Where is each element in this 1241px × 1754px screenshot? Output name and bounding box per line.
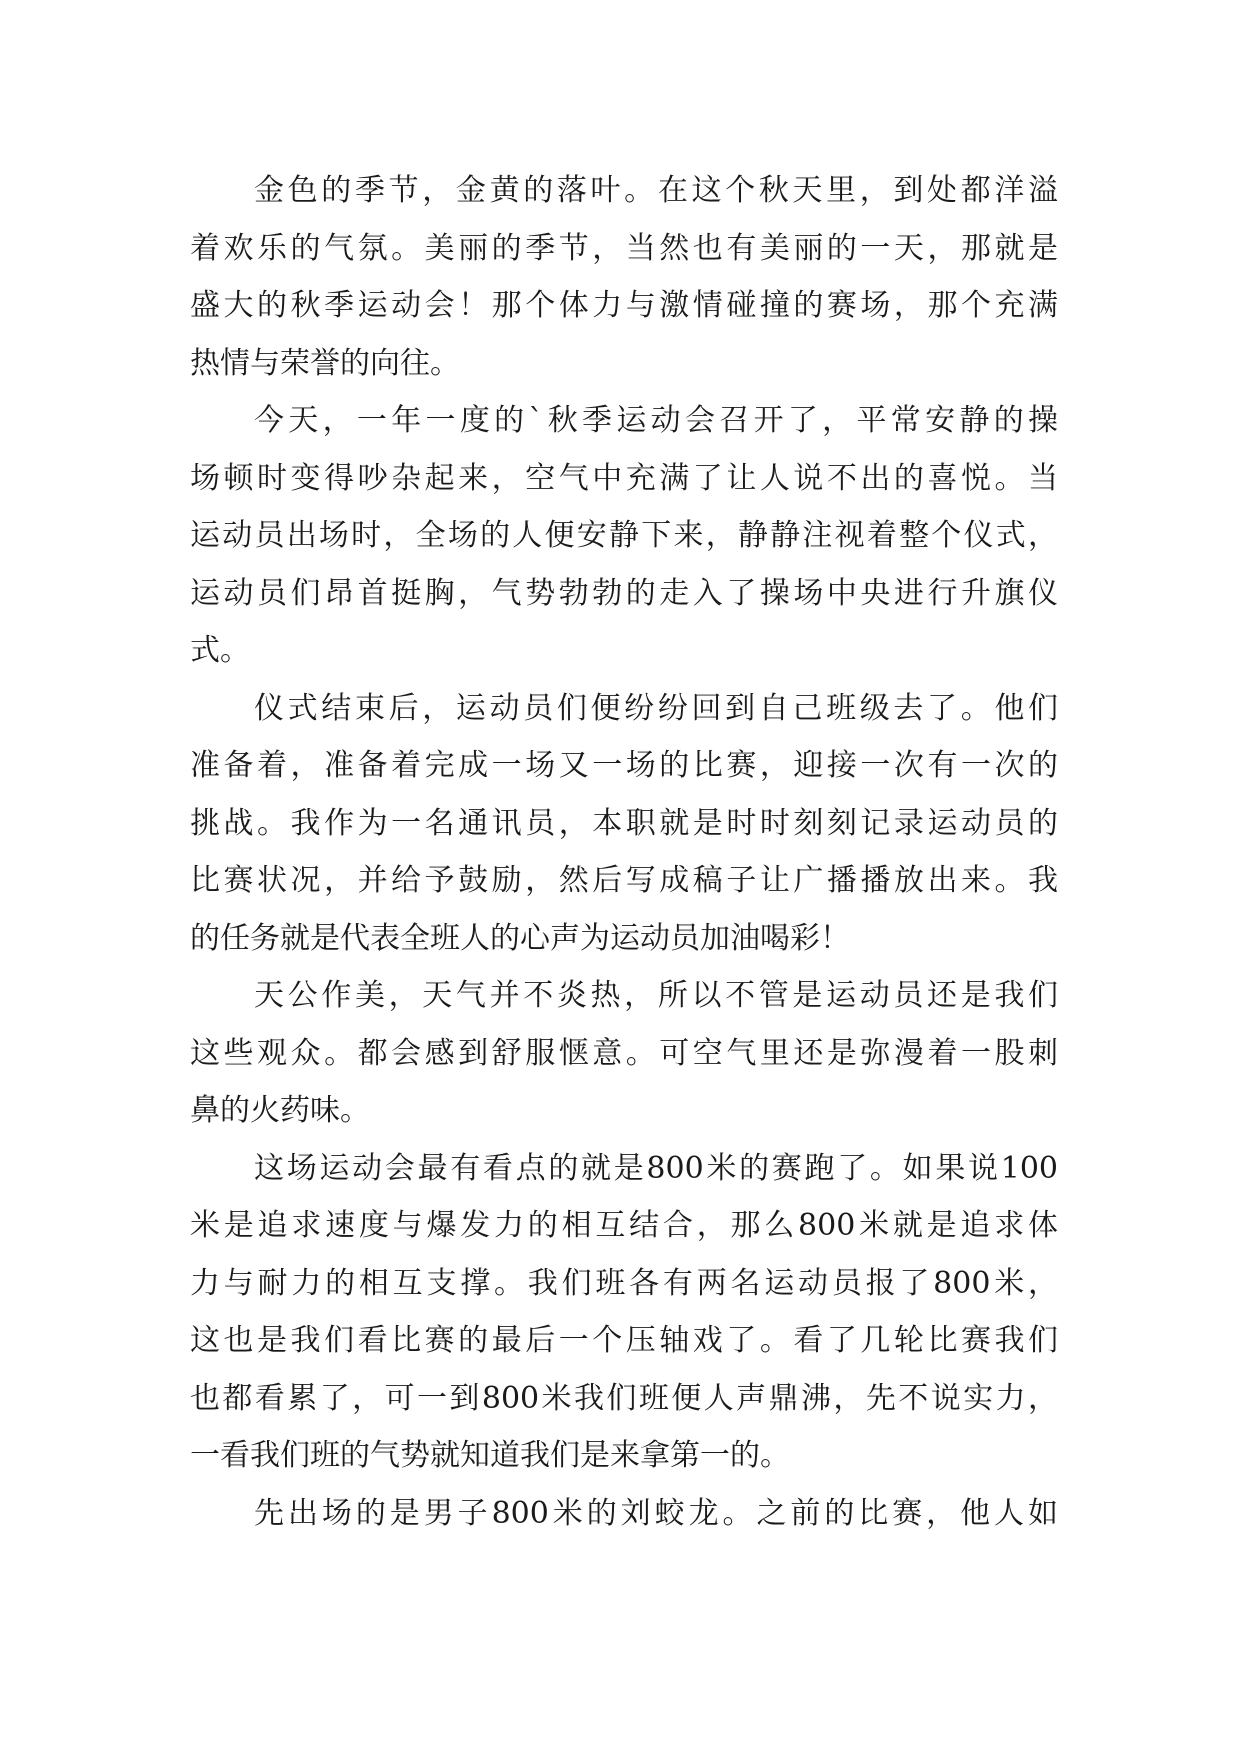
paragraph-1-line-3: 盛大的秋季运动会！那个体力与激情碰撞的赛场，那个充满 [190,288,1058,323]
paragraph-3-line-1: 仪式结束后，运动员们便纷纷回到自己班级去了。他们 [254,690,1058,726]
paragraph-3-line-2: 准备着，准备着完成一场又一场的比赛，迎接一次有一次的 [190,748,1058,783]
paragraph-2-line-2: 场顿时变得吵杂起来，空气中充满了让人说不出的喜悦。当 [190,460,1058,496]
paragraph-5-line-5: 也都看累了，可一到800米我们班便人声鼎沸，先不说实力， [190,1380,1058,1416]
paragraph-5-line-2: 米是追求速度与爆发力的相互结合，那么800米就是追求体 [190,1208,1058,1243]
paragraph-3-line-3: 挑战。我作为一名通讯员，本职就是时时刻刻记录运动员的 [190,805,1058,841]
paragraph-1-line-2: 着欢乐的气氛。美丽的季节，当然也有美丽的一天，那就是 [190,230,1058,266]
paragraph-5-line-1: 这场运动会最有看点的就是800米的赛跑了。如果说100 [254,1150,1058,1186]
paragraph-5-line-4: 这也是我们看比赛的最后一个压轴戏了。看了几轮比赛我们 [190,1323,1058,1358]
paragraph-3-line-4: 比赛状况，并给予鼓励，然后写成稿子让广播播放出来。我 [190,863,1058,898]
paragraph-4-line-2: 这些观众。都会感到舒服惬意。可空气里还是弥漫着一股刺 [190,1035,1058,1071]
document-body [190,162,1058,1542]
paragraph-5-line-3: 力与耐力的相互支撑。我们班各有两名运动员报了800米， [190,1265,1058,1301]
paragraph-5-line-6: 一看我们班的气势就知道我们是来拿第一的。 [190,1438,790,1473]
paragraph-6-line-1: 先出场的是男子800米的刘蛟龙。之前的比赛，他人如 [254,1495,1058,1531]
paragraph-2-line-5: 式。 [190,633,250,668]
paragraph-1-line-4: 热情与荣誉的向往。 [190,345,460,381]
paragraph-2-line-4: 运动员们昂首挺胸，气势勃勃的走入了操场中央进行升旗仪 [190,575,1058,611]
paragraph-2-line-1: 今天，一年一度的`秋季运动会召开了，平常安静的操 [254,403,1058,438]
paragraph-4-line-3: 鼻的火药味。 [190,1093,370,1128]
paragraph-2-line-3: 运动员出场时，全场的人便安静下来，静静注视着整个仪式， [190,518,1058,553]
paragraph-4-line-1: 天公作美，天气并不炎热，所以不管是运动员还是我们 [254,978,1058,1013]
paragraph-1-line-1: 金色的季节，金黄的落叶。在这个秋天里，到处都洋溢 [254,173,1058,208]
paragraph-3-line-5: 的任务就是代表全班人的心声为运动员加油喝彩！ [190,920,850,956]
